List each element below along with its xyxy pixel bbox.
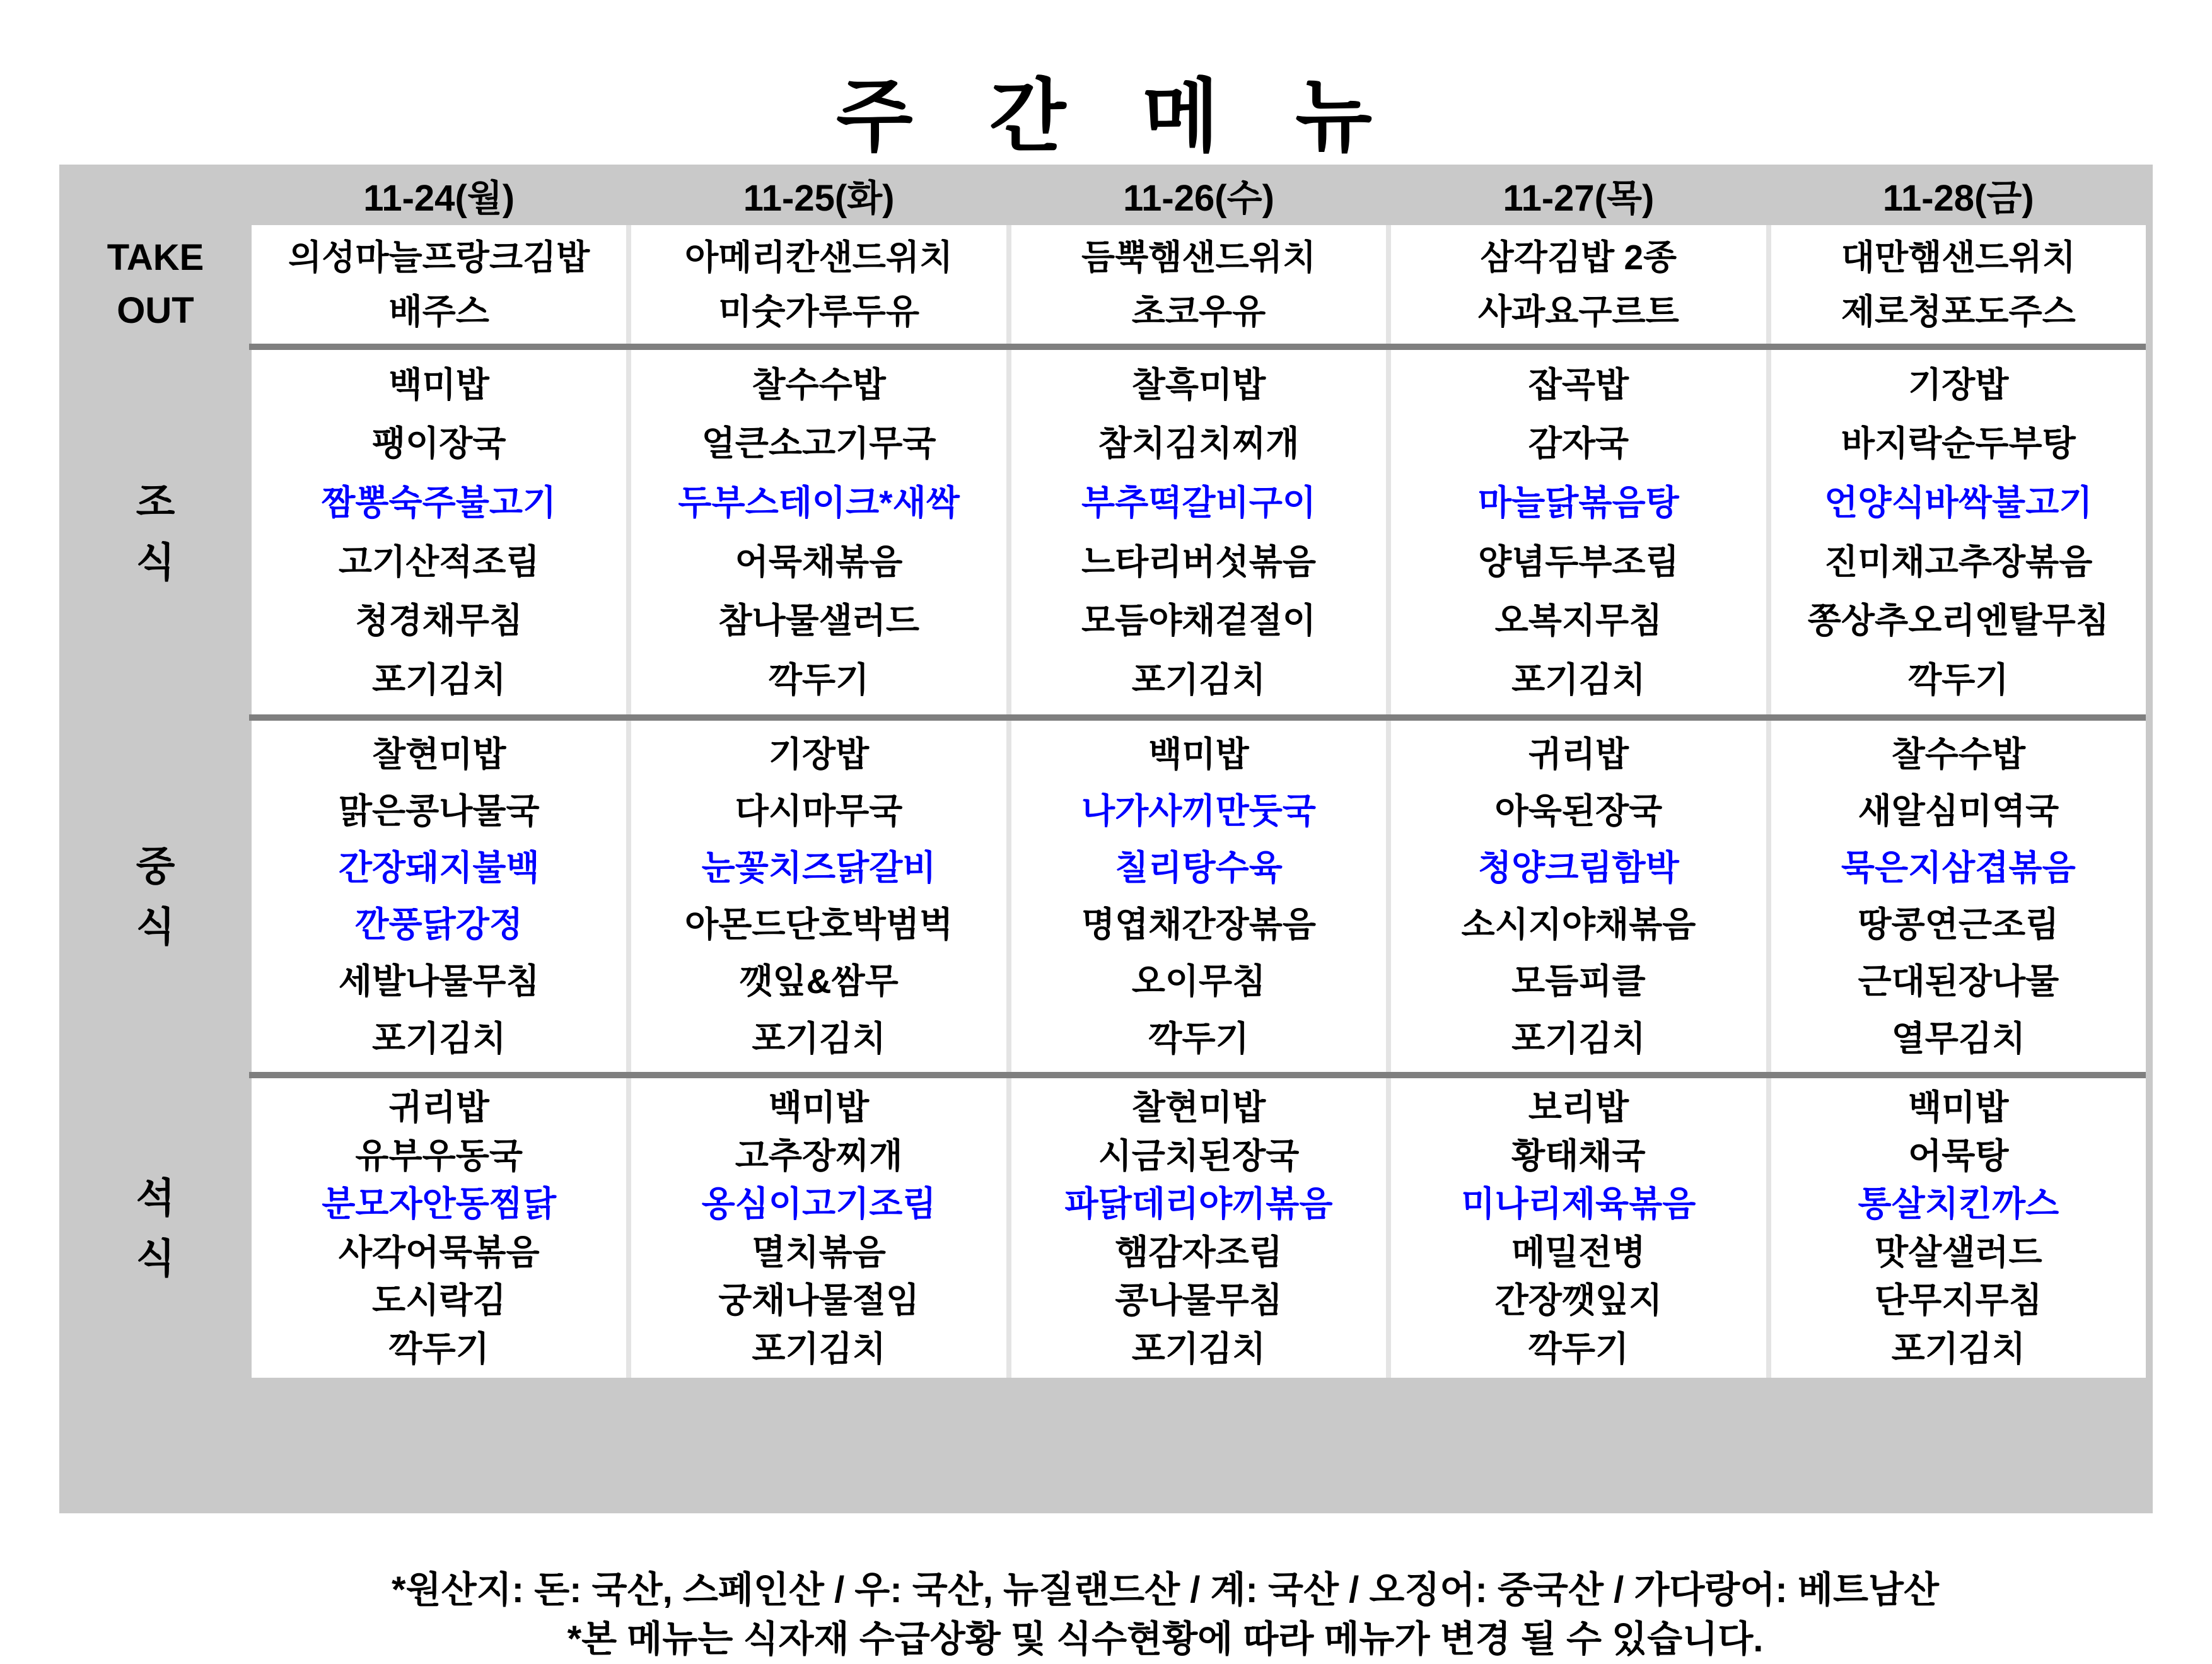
menu-item: 명엽채간장볶음: [1081, 905, 1316, 945]
menu-item: 깍두기: [768, 660, 870, 699]
menu-item: 단무지무침: [1875, 1281, 2042, 1320]
menu-item: 나가사끼만둣국: [1081, 791, 1316, 830]
menu-item: 포기김치: [752, 1329, 886, 1368]
footnote-line: *본 메뉴는 식자재 수급상황 및 식수현황에 따라 메뉴가 변경 될 수 있습니다.: [567, 1619, 1764, 1660]
day-cell: [631, 350, 1006, 714]
day-cell: [1391, 350, 1766, 714]
menu-item: 귀리밥: [388, 1088, 489, 1127]
menu-item: 깻잎&쌈무: [739, 962, 899, 1001]
section-label-line: OUT: [117, 290, 194, 331]
menu-item: 메밀전병: [1511, 1232, 1646, 1272]
section-label-line: 조: [136, 479, 175, 525]
menu-item: 귀리밥: [1528, 734, 1629, 774]
day-cell: [1011, 721, 1386, 1072]
day-cell: [1011, 350, 1386, 714]
menu-item: 초코우유: [1131, 291, 1266, 331]
menu-item: 바지락순두부탕: [1841, 424, 2076, 463]
menu-item: 백미밥: [768, 1088, 870, 1127]
day-header: 11-25(화): [743, 178, 895, 219]
menu-item: 아욱된장국: [1494, 791, 1663, 830]
section-label-line: TAKE: [107, 237, 204, 278]
menu-item: 배주스: [388, 291, 489, 331]
date-header-row: [252, 165, 2146, 225]
day-header: 11-24(월): [363, 178, 515, 219]
menu-item: 짬뽕숙주불고기: [322, 482, 557, 522]
menu-item: 아몬드단호박범벅: [685, 905, 953, 945]
section-label-lunch: [59, 721, 252, 1072]
section-label-line: 식: [136, 1235, 175, 1281]
menu-item: 참나물샐러드: [718, 601, 919, 641]
section-label-line: 식: [136, 904, 175, 950]
menu-item: 사과요구르트: [1478, 291, 1679, 331]
menu-item: 오이무침: [1131, 962, 1266, 1001]
menu-item: 고기산적조림: [338, 542, 540, 581]
section-label-takeout: [59, 225, 252, 344]
menu-item: 참치김치찌개: [1098, 424, 1300, 463]
menu-table: [59, 165, 2153, 1660]
menu-item: 모듬야채겉절이: [1081, 601, 1316, 641]
menu-item: 어묵채볶음: [735, 542, 903, 581]
menu-item: 도시락김: [371, 1281, 506, 1320]
menu-item: 청경채무침: [355, 601, 523, 641]
menu-item: 찰수수밥: [1891, 734, 2026, 774]
menu-item: 열무김치: [1891, 1018, 2026, 1058]
day-cell: [1771, 225, 2146, 344]
menu-item: 깍두기: [1528, 1329, 1629, 1368]
menu-item: 땅콩연근조림: [1858, 905, 2059, 945]
menu-item: 백미밥: [388, 364, 489, 404]
menu-item: 다시마무국: [735, 791, 903, 830]
menu-item: 얼큰소고기무국: [701, 424, 936, 463]
menu-item: 포기김치: [371, 1018, 506, 1058]
menu-item: 옹심이고기조림: [701, 1184, 936, 1223]
menu-item: 파닭데리야끼볶음: [1064, 1184, 1333, 1223]
menu-item: 깐풍닭강정: [355, 905, 523, 945]
day-cell: [1011, 225, 1386, 344]
menu-item: 유부우동국: [355, 1136, 523, 1175]
menu-item: 찰현미밥: [371, 734, 506, 774]
menu-item: 포기김치: [371, 660, 506, 699]
menu-item: 의성마늘프랑크김밥: [288, 237, 590, 277]
menu-item: 백미밥: [1908, 1088, 2009, 1127]
day-cell: [252, 721, 626, 1072]
menu-item: 포기김치: [1511, 1018, 1646, 1058]
day-cell: [252, 350, 626, 714]
section-label-breakfast: [59, 350, 252, 714]
section-divider: [249, 344, 2146, 350]
day-cell: [631, 225, 1006, 344]
day-header: 11-26(수): [1123, 178, 1274, 219]
menu-item: 깍두기: [1148, 1018, 1249, 1058]
menu-item: 찰현미밥: [1131, 1088, 1266, 1127]
menu-item: 사각어묵볶음: [338, 1232, 540, 1272]
menu-item: 고추장찌개: [735, 1136, 903, 1175]
menu-item: 햄감자조림: [1115, 1232, 1283, 1272]
section-label-line: 식: [136, 540, 175, 585]
menu-item: 궁채나물절임: [718, 1281, 919, 1320]
menu-item: 찰흑미밥: [1131, 364, 1266, 404]
page-title: 주 간 메 뉴: [836, 72, 1376, 161]
menu-item: 묵은지삼겹볶음: [1841, 848, 2076, 888]
menu-item: 통살치킨까스: [1858, 1184, 2059, 1223]
day-cell: [252, 225, 626, 344]
menu-item: 부추떡갈비구이: [1081, 482, 1316, 522]
menu-item: 포기김치: [1511, 660, 1646, 699]
menu-item: 팽이장국: [371, 424, 506, 463]
menu-item: 시금치된장국: [1098, 1136, 1300, 1175]
menu-item: 간장돼지불백: [338, 848, 540, 888]
day-cell: [1771, 1078, 2146, 1378]
menu-item: 소시지야채볶음: [1461, 905, 1696, 945]
day-cell: [252, 1078, 626, 1378]
menu-item: 깍두기: [388, 1329, 489, 1368]
menu-item: 눈꽃치즈닭갈비: [701, 848, 936, 888]
section-row-takeout: [252, 225, 2146, 344]
menu-item: 맑은콩나물국: [338, 791, 540, 830]
day-cell: [1391, 721, 1766, 1072]
menu-item: 삼각김밥 2종: [1480, 237, 1677, 277]
menu-item: 진미채고추장볶음: [1824, 542, 2093, 581]
menu-item: 잡곡밥: [1528, 364, 1629, 404]
menu-item: 아메리칸샌드위치: [685, 237, 953, 277]
menu-item: 대만햄샌드위치: [1841, 237, 2076, 277]
menu-item: 새알심미역국: [1858, 791, 2059, 830]
menu-item: 제로청포도주스: [1841, 291, 2076, 331]
section-row-lunch: [252, 721, 2146, 1072]
section-divider: [249, 1072, 2146, 1078]
menu-item: 칠리탕수육: [1115, 848, 1283, 888]
footnotes: [119, 1566, 2212, 1664]
day-cell: [1391, 225, 1766, 344]
section-label-dinner: [59, 1078, 252, 1378]
day-header: 11-28(금): [1882, 178, 2034, 219]
day-cell: [1391, 1078, 1766, 1378]
day-cell: [631, 1078, 1006, 1378]
menu-item: 쫑상추오리엔탈무침: [1807, 601, 2109, 641]
menu-item: 황태채국: [1511, 1136, 1646, 1175]
menu-item: 기장밥: [1908, 364, 2009, 404]
menu-item: 포기김치: [1131, 660, 1266, 699]
menu-item: 미숫가루두유: [718, 291, 919, 331]
menu-item: 멸치볶음: [752, 1232, 886, 1272]
menu-item: 포기김치: [1131, 1329, 1266, 1368]
menu-item: 근대된장나물: [1858, 962, 2059, 1001]
menu-item: 감자국: [1528, 424, 1629, 463]
menu-item: 미나리제육볶음: [1461, 1184, 1696, 1223]
menu-item: 깍두기: [1908, 660, 2009, 699]
menu-item: 분모자안동찜닭: [322, 1184, 557, 1223]
section-row-dinner: [252, 1078, 2146, 1378]
menu-item: 모듬피클: [1511, 962, 1646, 1001]
menu-item: 포기김치: [1891, 1329, 2026, 1368]
footnote-line: *원산지: 돈: 국산, 스페인산 / 우: 국산, 뉴질랜드산 / 계: 국산 / 오징어: 중국산 / 가다랑어: 베트남산: [392, 1569, 1939, 1610]
menu-item: 언양식바싹불고기: [1824, 482, 2093, 522]
menu-item: 기장밥: [768, 734, 870, 774]
day-header: 11-27(목): [1503, 178, 1655, 219]
menu-item: 느타리버섯볶음: [1081, 542, 1316, 581]
menu-item: 두부스테이크*새싹: [678, 482, 960, 522]
day-cell: [631, 721, 1006, 1072]
menu-item: 포기김치: [752, 1018, 886, 1058]
menu-item: 마늘닭볶음탕: [1478, 482, 1679, 522]
menu-item: 어묵탕: [1908, 1136, 2009, 1175]
menu-item: 오복지무침: [1494, 601, 1663, 641]
menu-item: 양념두부조림: [1478, 542, 1679, 581]
section-label-line: 석: [136, 1175, 175, 1221]
day-cell: [1771, 721, 2146, 1072]
menu-item: 보리밥: [1528, 1088, 1629, 1127]
menu-item: 콩나물무침: [1115, 1281, 1283, 1320]
menu-item: 백미밥: [1148, 734, 1249, 774]
menu-item: 청양크림함박: [1478, 848, 1679, 888]
menu-item: 찰수수밥: [752, 364, 886, 404]
menu-item: 세발나물무침: [338, 962, 540, 1001]
menu-item: 간장깻잎지: [1494, 1281, 1663, 1320]
day-cell: [1771, 350, 2146, 714]
menu-item: 듬뿍햄샌드위치: [1081, 237, 1316, 277]
section-row-breakfast: [252, 350, 2146, 714]
menu-item: 맛살샐러드: [1875, 1232, 2042, 1272]
section-label-line: 중: [136, 843, 175, 889]
day-cell: [1011, 1078, 1386, 1378]
section-divider: [249, 714, 2146, 721]
